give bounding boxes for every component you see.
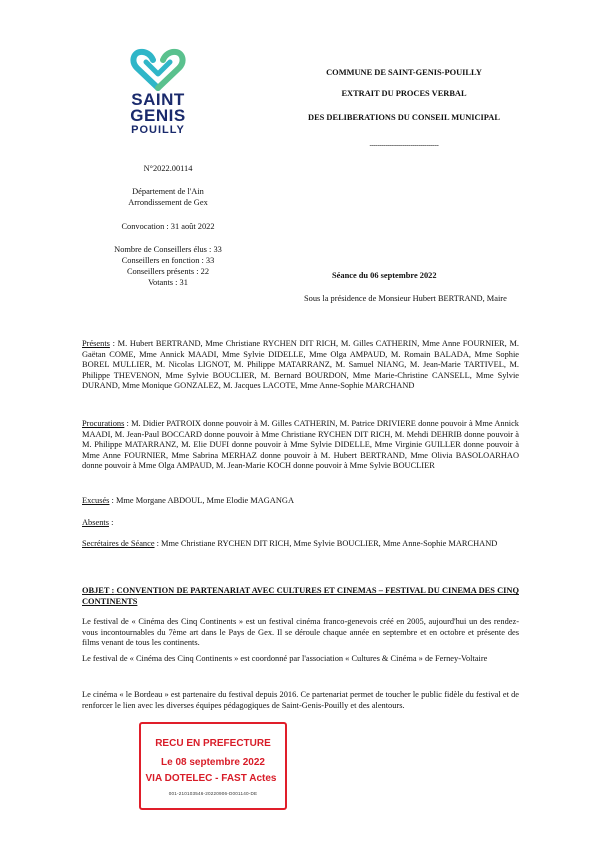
conseillers-elus: Nombre de Conseillers élus : 33 (114, 245, 222, 254)
conseillers-presents: Conseillers présents : 22 (126, 267, 210, 276)
procurations-paragraph (82, 419, 519, 472)
header-separator: ---------------------------------- (369, 141, 439, 149)
logo-line-saint: SAINT (131, 90, 185, 109)
procurations-label: Procurations (82, 419, 125, 428)
excuses-label: Excusés (82, 496, 110, 505)
presents-label: Présents (82, 339, 110, 348)
stamp-line-via: VIA DOTELEC - FAST Actes (145, 773, 277, 784)
secretaires-label: Secrétaires de Séance (82, 539, 155, 548)
prefecture-stamp (139, 722, 287, 810)
arrondissement: Arrondissement de Gex (128, 198, 208, 207)
body-paragraph-1: Le festival de « Cinéma des Cinq Continents » est un festival cinéma franco-genevois créé en 2005, aujourd'hui un des rendez-vous incontournables du 7ème art dans le Pays de Gex. Il se déroule chaque année en septembre et en octobre et présente des films venant de tous les continents. (82, 617, 519, 648)
excuses-paragraph (82, 496, 519, 507)
objet-paragraph (82, 586, 519, 607)
presents-list: : M. Hubert BERTRAND, Mme Christiane RYCHEN DIT RICH, M. Gilles CATHERIN, Mme Anne FOURNIER, M. Gaëtan COME, Mme Annick MAADI, Mme Sylvie DIDELLE, Mme Olga AMPAUD, M. Romain BALADA, Mme Sophie BOREL MULLIER, M. Nicolas LIGNOT, M. Philippe MATARRANZ, M. Samuel NIANG, M. Jean-Marie TARTIVEL, M. Philippe THEVENON, Mme Sylvie BOUCLIER, M. Bernard BOURDON, Mme Marie-Christine CANSELL, Mme Sylvie DURAND, Mme Monique GONZALEZ, M. Jacques LACOTE, Mme Anne-Sophie MARCHAND (82, 339, 519, 391)
commune-logo (118, 48, 198, 136)
departement: Département de l'Ain (132, 187, 204, 196)
deliberations-title: DES DELIBERATIONS DU CONSEIL MUNICIPAL (308, 113, 500, 122)
stamp-line-recu: RECU EN PREFECTURE (155, 738, 271, 749)
presents-paragraph (82, 339, 519, 392)
body-paragraph-2: Le festival de « Cinéma des Cinq Continents » est coordonné par l'association « Cultures & Cinéma » de Ferney-Voltaire (82, 654, 488, 663)
seance-title: Séance du 06 septembre 2022 (332, 271, 437, 280)
objet-text: CONVENTION DE PARTENARIAT AVEC CULTURES ET CINEMAS – FESTIVAL DU CINEMA DES CINQ CONTINENTS (82, 586, 519, 606)
heart-logo-icon (129, 48, 187, 92)
secretaires-list: : Mme Christiane RYCHEN DIT RICH, Mme Sylvie BOUCLIER, Mme Anne-Sophie MARCHAND (154, 539, 498, 548)
seance-presidence: Sous la présidence de Monsieur Hubert BERTRAND, Maire (304, 294, 507, 303)
objet-label: OBJET : (82, 586, 115, 595)
stamp-line-date: Le 08 septembre 2022 (161, 757, 265, 768)
absents-paragraph (82, 518, 519, 529)
absents-list: : (109, 518, 114, 527)
convocation-date: Convocation : 31 août 2022 (121, 222, 215, 231)
votants: Votants : 31 (148, 278, 188, 287)
stamp-line-reference: 001-210103546-20220906-D001140-DE (168, 791, 258, 796)
commune-title: COMMUNE DE SAINT-GENIS-POUILLY (326, 68, 482, 77)
logo-line-genis: GENIS (130, 106, 186, 125)
logo-line-pouilly: POUILLY (131, 124, 185, 136)
extrait-title: EXTRAIT DU PROCES VERBAL (341, 89, 467, 98)
secretaires-paragraph (82, 539, 519, 550)
absents-label: Absents (82, 518, 109, 527)
excuses-list: : Mme Morgane ABDOUL, Mme Elodie MAGANGA (109, 496, 294, 505)
conseillers-fonction: Conseillers en fonction : 33 (121, 256, 215, 265)
procurations-list: : M. Didier PATROIX donne pouvoir à M. Gilles CATHERIN, M. Patrice DRIVIERE donne pouvoir à Mme Annick MAADI, M. Jean-Paul BOCCARD donne pouvoir à Mme Christiane RYCHEN DIT RICH, M. Mehdi DEHRIB donne pouvoir à M. Philippe MATARRANZ, M. Elie DUFI donne pouvoir à Mme Sylvie DIDELLE, Mme Virginie GUILLER donne pouvoir à Mme Anne FOURNIER, Mme Sabrina MERHAZ donne pouvoir à M. Hubert BERTRAND, Mme Olivia BASOLOARHAO donne pouvoir à Mme Olga AMPAUD, M. Jean-Marie KOCH donne pouvoir à Mme Sylvie BOUCLIER (82, 419, 519, 471)
deliberation-number: N°2022.00114 (143, 164, 193, 173)
body-paragraph-3: Le cinéma « le Bordeau » est partenaire du festival depuis 2016. Ce partenariat permet de toucher le public fidèle du festival et de renforcer le lien avec les diverses équipes pédagogiques de Saint-Genis-Pouilly et des alentours. (82, 690, 519, 710)
